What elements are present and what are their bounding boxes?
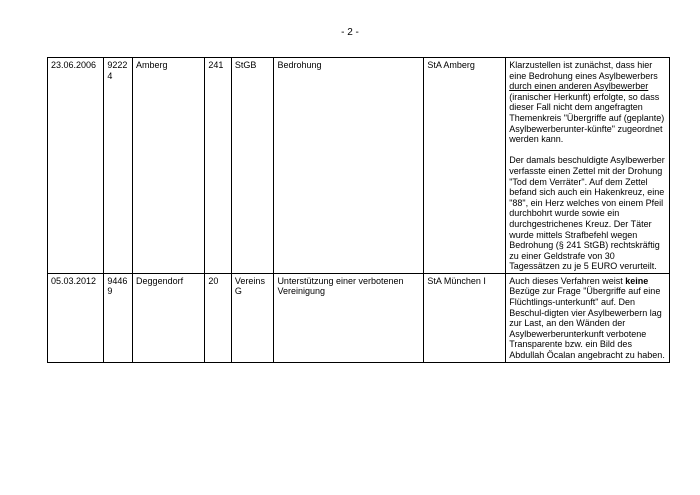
table-row — [48, 273, 670, 362]
remark-bold-text: keine — [625, 275, 649, 286]
paragraph-cell: 241 — [205, 58, 232, 274]
remark-paragraph — [509, 276, 666, 361]
remark-cell — [506, 273, 670, 362]
offense-cell: Unterstützung einer verbotenen Vereinigung — [274, 273, 424, 362]
paragraph-cell: 20 — [205, 273, 232, 362]
postal-code-cell: 92224 — [104, 58, 133, 274]
offense-cell: Bedrohung — [274, 58, 424, 274]
city-cell: Deggendorf — [133, 273, 205, 362]
remark-text: Klarzustellen ist zunächst, dass hier eine Bedrohung eines Asylbewerbers — [509, 60, 658, 81]
remark-paragraph — [509, 60, 666, 145]
prosecutor-cell: StA München I — [424, 273, 506, 362]
remark-text: Bezüge zur Frage "Übergriffe auf eine Flüchtlings-unterkunft" auf. Den Beschul-digten vier Asylbewerbern lag zur Last, an den Wänden der Asylbewerberunterkunft verbotene Transparente bzw. ein Bild des Abdullah Öcalan angebracht zu haben. — [509, 286, 665, 361]
remark-text: Auch dieses Verfahren weist — [509, 275, 626, 286]
page-number: - 2 - — [341, 27, 359, 38]
table-row — [48, 58, 670, 274]
postal-code-cell: 94469 — [104, 273, 133, 362]
remark-cell — [506, 58, 670, 274]
remark-paragraph: Der damals beschuldigte Asylbewerber verfasste einen Zettel mit der Drohung "Tod dem Verräter". Auf dem Zettel befand sich auch ein Hakenkreuz, eine "88", ein Herz welches von einem Pfeil durchbohrt wurde sowie ein durchgestrichenes Kreuz. Der Täter wurde mittels Strafbefehl wegen Bedrohung (§ 241 StGB) rechtskräftig zu einer Geldstrafe von 30 Tagessätzen zu je 5 EURO verurteilt. — [509, 155, 665, 272]
date-cell: 23.06.2006 — [48, 58, 104, 274]
remark-text: (iranischer Herkunft) erfolgte, so dass dieser Fall nicht dem angefragten Themenkreis "Übergriffe auf (geplante) Asylbewerberunter-künfte" zugeordnet werden kann. — [509, 91, 665, 145]
date-cell: 05.03.2012 — [48, 273, 104, 362]
law-cell: StGB — [231, 58, 274, 274]
case-table — [47, 57, 670, 363]
law-cell: VereinsG — [231, 273, 274, 362]
city-cell: Amberg — [133, 58, 205, 274]
prosecutor-cell: StA Amberg — [424, 58, 506, 274]
remark-underlined-text: durch einen anderen Asylbewerber — [509, 81, 649, 92]
